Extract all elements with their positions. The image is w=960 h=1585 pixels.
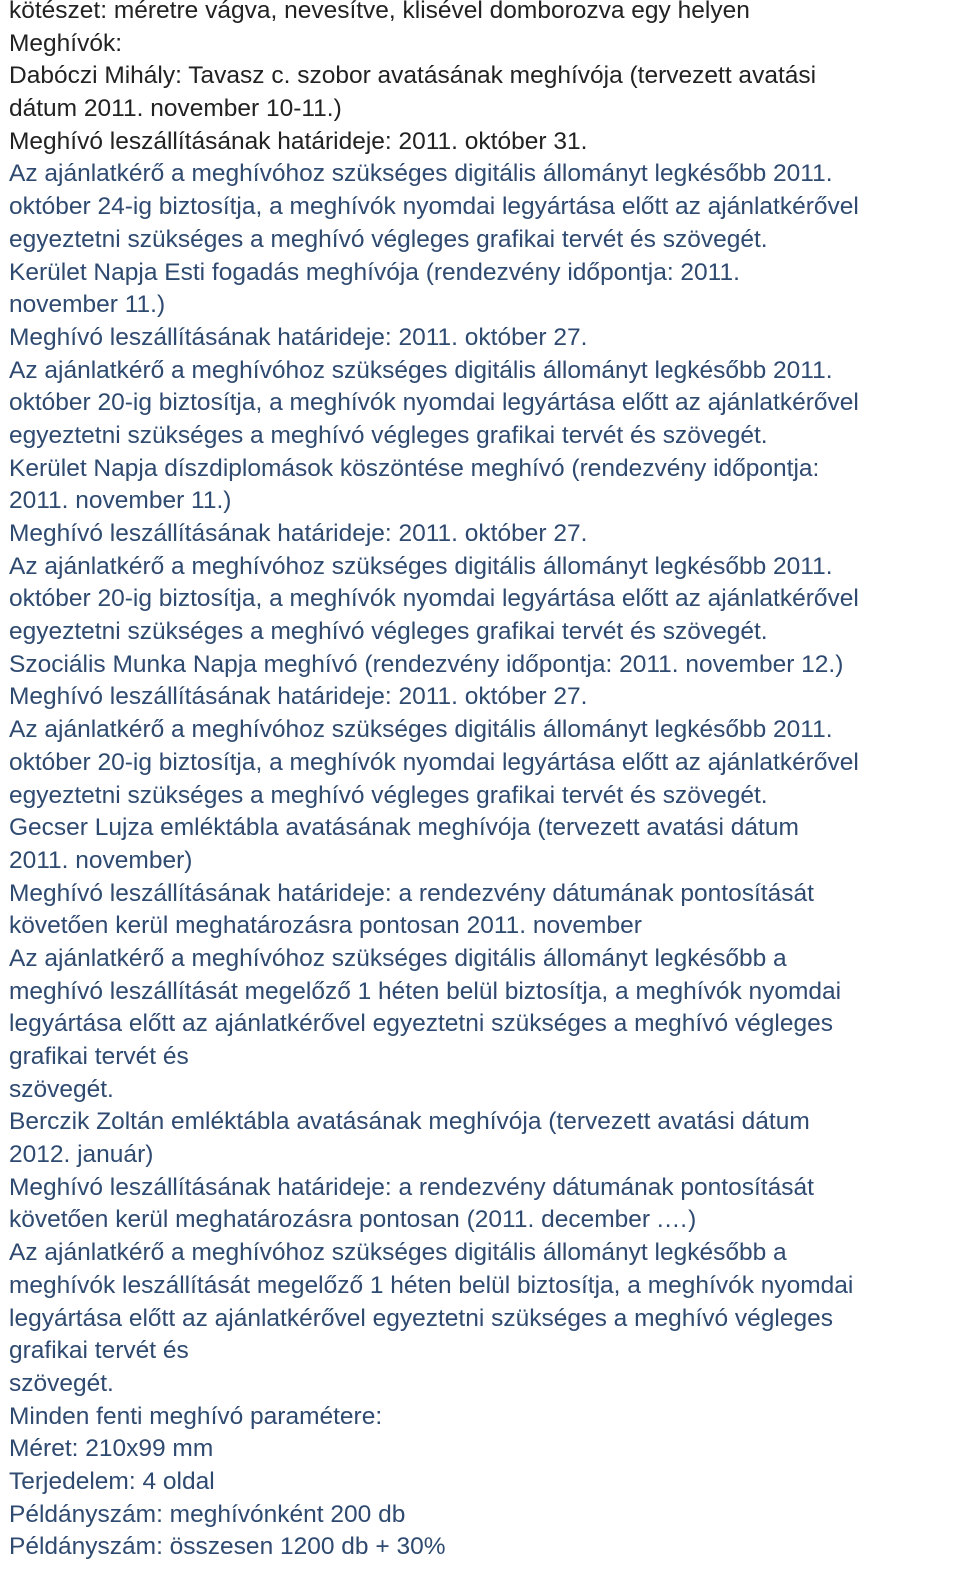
text-line: meghívók leszállítását megelőző 1 héten belül biztosítja, a meghívók nyomdai: [9, 1271, 854, 1299]
text-line: legyártása előtt az ajánlatkérővel egyeztetni szükséges a meghívó végleges: [9, 1010, 833, 1038]
text-line: Az ajánlatkérő a meghívóhoz szükséges digitális állományt legkésőbb a: [9, 1239, 787, 1267]
text-line: Meghívók:: [9, 29, 123, 57]
text-line: október 20-ig biztosítja, a meghívók nyomdai legyártása előtt az ajánlatkérővel: [9, 585, 859, 613]
text-line: Meghívó leszállításának határideje: a rendezvény dátumának pontosítását: [9, 879, 814, 907]
text-line: legyártása előtt az ajánlatkérővel egyeztetni szükséges a meghívó végleges: [9, 1304, 833, 1332]
text-line: egyeztetni szükséges a meghívó végleges grafikai tervét és szövegét.: [9, 781, 768, 809]
text-line: Meghívó leszállításának határideje: 2011. október 31.: [9, 127, 588, 155]
text-line: Az ajánlatkérő a meghívóhoz szükséges digitális állományt legkésőbb 2011.: [9, 552, 833, 580]
text-line: 2011. november): [9, 846, 193, 874]
text-line: kötészet: méretre vágva, nevesítve, klisével domborozva egy helyen: [9, 0, 750, 24]
text-line: szövegét.: [9, 1369, 114, 1397]
text-line: Az ajánlatkérő a meghívóhoz szükséges digitális állományt legkésőbb 2011.: [9, 356, 833, 384]
text-line: Meghívó leszállításának határideje: 2011. október 27.: [9, 683, 588, 711]
text-line: Méret: 210x99 mm: [9, 1435, 214, 1463]
text-line: Meghívó leszállításának határideje: 2011. október 27.: [9, 323, 588, 351]
text-line: Terjedelem: 4 oldal: [9, 1467, 215, 1495]
text-line: követően kerül meghatározásra pontosan (2011. december .…): [9, 1206, 697, 1234]
text-line: Szociális Munka Napja meghívó (rendezvény időpontja: 2011. november 12.): [9, 650, 844, 678]
text-line: Berczik Zoltán emléktábla avatásának meghívója (tervezett avatási dátum: [9, 1108, 810, 1136]
text-line: 2012. január): [9, 1141, 154, 1169]
text-line: Gecser Lujza emléktábla avatásának meghívója (tervezett avatási dátum: [9, 814, 799, 842]
text-line: meghívó leszállítását megelőző 1 héten belül biztosítja, a meghívók nyomdai: [9, 977, 842, 1005]
text-line: Minden fenti meghívó paramétere:: [9, 1402, 383, 1430]
text-line: Meghívó leszállításának határideje: a rendezvény dátumának pontosítását: [9, 1173, 814, 1201]
text-line: Az ajánlatkérő a meghívóhoz szükséges digitális állományt legkésőbb 2011.: [9, 160, 833, 188]
text-line: november 11.): [9, 291, 166, 319]
text-line: Az ajánlatkérő a meghívóhoz szükséges digitális állományt legkésőbb a: [9, 944, 787, 972]
text-line: Dabóczi Mihály: Tavasz c. szobor avatásának meghívója (tervezett avatási: [9, 62, 817, 90]
text-line: Kerület Napja Esti fogadás meghívója (rendezvény időpontja: 2011.: [9, 258, 740, 286]
text-line: dátum 2011. november 10-11.): [9, 95, 342, 123]
text-line: grafikai tervét és: [9, 1337, 189, 1365]
text-line: október 20-ig biztosítja, a meghívók nyomdai legyártása előtt az ajánlatkérővel: [9, 389, 859, 417]
text-line: grafikai tervét és: [9, 1043, 189, 1070]
document-text: [9, 0, 959, 1564]
text-line: Meghívó leszállításának határideje: 2011. október 27.: [9, 520, 588, 547]
text-line: Kerület Napja díszdiplomások köszöntése meghívó (rendezvény időpontja:: [9, 454, 820, 482]
text-line: szövegét.: [9, 1075, 114, 1103]
text-line: október 24-ig biztosítja, a meghívók nyomdai legyártása előtt az ajánlatkérővel: [9, 193, 859, 221]
text-line: október 20-ig biztosítja, a meghívók nyomdai legyártása előtt az ajánlatkérővel: [9, 748, 859, 776]
text-line: Az ajánlatkérő a meghívóhoz szükséges digitális állományt legkésőbb 2011.: [9, 716, 833, 744]
text-line: egyeztetni szükséges a meghívó végleges grafikai tervét és szövegét.: [9, 421, 768, 449]
text-line: követően kerül meghatározásra pontosan 2011. november: [9, 912, 642, 940]
text-line: egyeztetni szükséges a meghívó végleges grafikai tervét és szövegét.: [9, 618, 768, 646]
text-line: egyeztetni szükséges a meghívó végleges grafikai tervét és szövegét.: [9, 225, 768, 253]
text-line: 2011. november 11.): [9, 487, 232, 515]
text-line: Példányszám: összesen 1200 db + 30%: [9, 1533, 446, 1561]
text-line: Példányszám: meghívónként 200 db: [9, 1500, 406, 1528]
